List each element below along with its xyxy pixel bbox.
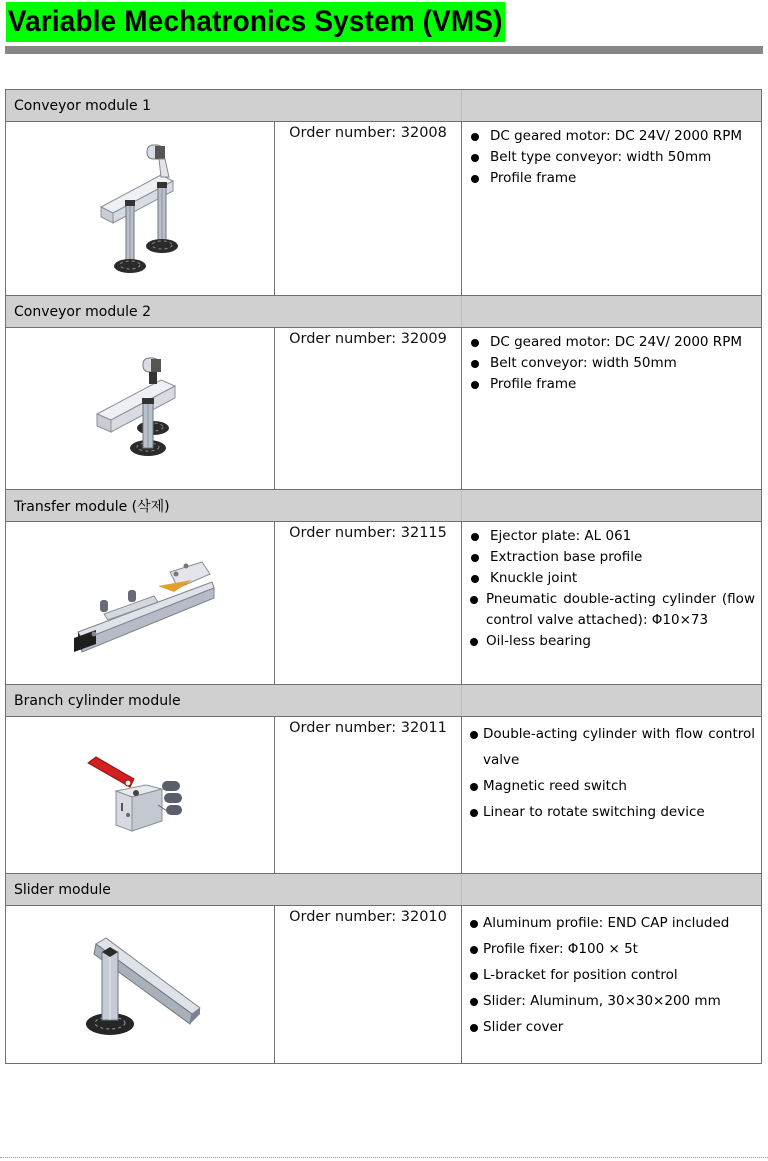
bullet-icon xyxy=(471,360,479,368)
header-blank-cell xyxy=(275,90,462,122)
header-blank-cell xyxy=(462,296,762,328)
module-header-row xyxy=(6,874,762,906)
bullet-icon xyxy=(470,998,478,1006)
feature-cell xyxy=(462,122,762,296)
order-number: Order number: 32009 xyxy=(275,328,462,490)
header-blank-cell xyxy=(275,296,462,328)
feature-item: Belt conveyor: width 50mm xyxy=(470,353,755,374)
header-blank-cell xyxy=(462,490,762,522)
feature-item: Profile frame xyxy=(470,168,755,189)
module-detail-row xyxy=(6,122,762,296)
feature-item: Pneumatic double-acting cylinder (flow control valve attached): Φ10×73 xyxy=(470,589,755,631)
module-image-cell xyxy=(6,906,275,1064)
conveyor-single-leg-icon xyxy=(91,350,201,465)
page-footer-divider xyxy=(0,1157,768,1158)
feature-item: Profile frame xyxy=(470,374,755,395)
bullet-icon xyxy=(471,154,479,162)
module-detail-row xyxy=(6,522,762,685)
bullet-icon xyxy=(470,638,478,646)
slider-arm-icon xyxy=(84,932,204,1042)
feature-list xyxy=(470,126,755,189)
module-name: Branch cylinder module xyxy=(6,685,275,717)
bullet-icon xyxy=(470,809,478,817)
order-number: Order number: 32011 xyxy=(275,717,462,874)
header-blank-cell xyxy=(275,685,462,717)
module-image-cell xyxy=(6,122,275,296)
bullet-icon xyxy=(471,554,479,562)
title-block xyxy=(6,2,543,42)
module-detail-row xyxy=(6,717,762,874)
feature-item: Aluminum profile: END CAP included xyxy=(470,910,755,936)
module-header-row xyxy=(6,296,762,328)
page-title: Variable Mechatronics System (VMS) xyxy=(6,2,505,42)
bullet-icon xyxy=(470,783,478,791)
transfer-rail-icon xyxy=(74,552,219,662)
feature-cell xyxy=(462,717,762,874)
feature-item: DC geared motor: DC 24V/ 2000 RPM xyxy=(470,332,755,353)
feature-item: Oil-less bearing xyxy=(470,631,755,652)
feature-item: Slider: Aluminum, 30×30×200 mm xyxy=(470,988,755,1014)
header-blank-cell xyxy=(275,490,462,522)
bullet-icon xyxy=(471,381,479,389)
header-blank-cell xyxy=(462,90,762,122)
bullet-icon xyxy=(470,920,478,928)
module-name: Slider module xyxy=(6,874,275,906)
bullet-icon xyxy=(470,946,478,954)
feature-item: DC geared motor: DC 24V/ 2000 RPM xyxy=(470,126,755,147)
bullet-icon xyxy=(471,533,479,541)
module-detail-row xyxy=(6,328,762,490)
feature-list xyxy=(470,910,755,1040)
order-number: Order number: 32115 xyxy=(275,522,462,685)
feature-item: Linear to rotate switching device xyxy=(470,799,755,825)
bullet-icon xyxy=(471,175,479,183)
bullet-icon xyxy=(471,133,479,141)
module-image-cell xyxy=(6,522,275,685)
bullet-icon xyxy=(471,575,479,583)
bullet-icon xyxy=(470,972,478,980)
feature-item: Ejector plate: AL 061 xyxy=(470,526,755,547)
header-blank-cell xyxy=(275,874,462,906)
branch-cylinder-lever-icon xyxy=(86,755,201,845)
module-image-cell xyxy=(6,717,275,874)
conveyor-two-legs-icon xyxy=(91,137,201,277)
feature-item: Belt type conveyor: width 50mm xyxy=(470,147,755,168)
feature-item: Knuckle joint xyxy=(470,568,755,589)
bullet-icon xyxy=(470,731,478,739)
module-name: Conveyor module 1 xyxy=(6,90,275,122)
module-image-cell xyxy=(6,328,275,490)
feature-item: L-bracket for position control xyxy=(470,962,755,988)
order-number: Order number: 32010 xyxy=(275,906,462,1064)
feature-cell xyxy=(462,522,762,685)
bullet-icon xyxy=(470,596,478,604)
module-header-row xyxy=(6,490,762,522)
feature-item: Slider cover xyxy=(470,1014,755,1040)
feature-item: Extraction base profile xyxy=(470,547,755,568)
module-detail-row xyxy=(6,906,762,1064)
module-name: Conveyor module 2 xyxy=(6,296,275,328)
feature-list xyxy=(470,332,755,395)
feature-list xyxy=(470,526,755,652)
feature-item: Double-acting cylinder with flow control valve xyxy=(470,721,755,773)
bullet-icon xyxy=(470,1024,478,1032)
order-number: Order number: 32008 xyxy=(275,122,462,296)
module-spec-table xyxy=(5,89,762,1064)
feature-item: Profile fixer: Φ100 × 5t xyxy=(470,936,755,962)
feature-cell xyxy=(462,906,762,1064)
header-blank-cell xyxy=(462,685,762,717)
module-header-row xyxy=(6,685,762,717)
module-header-row xyxy=(6,90,762,122)
module-name: Transfer module (삭제) xyxy=(6,490,275,522)
feature-list xyxy=(470,721,755,825)
title-divider-bar xyxy=(5,46,763,54)
feature-cell xyxy=(462,328,762,490)
feature-item: Magnetic reed switch xyxy=(470,773,755,799)
bullet-icon xyxy=(471,339,479,347)
header-blank-cell xyxy=(462,874,762,906)
